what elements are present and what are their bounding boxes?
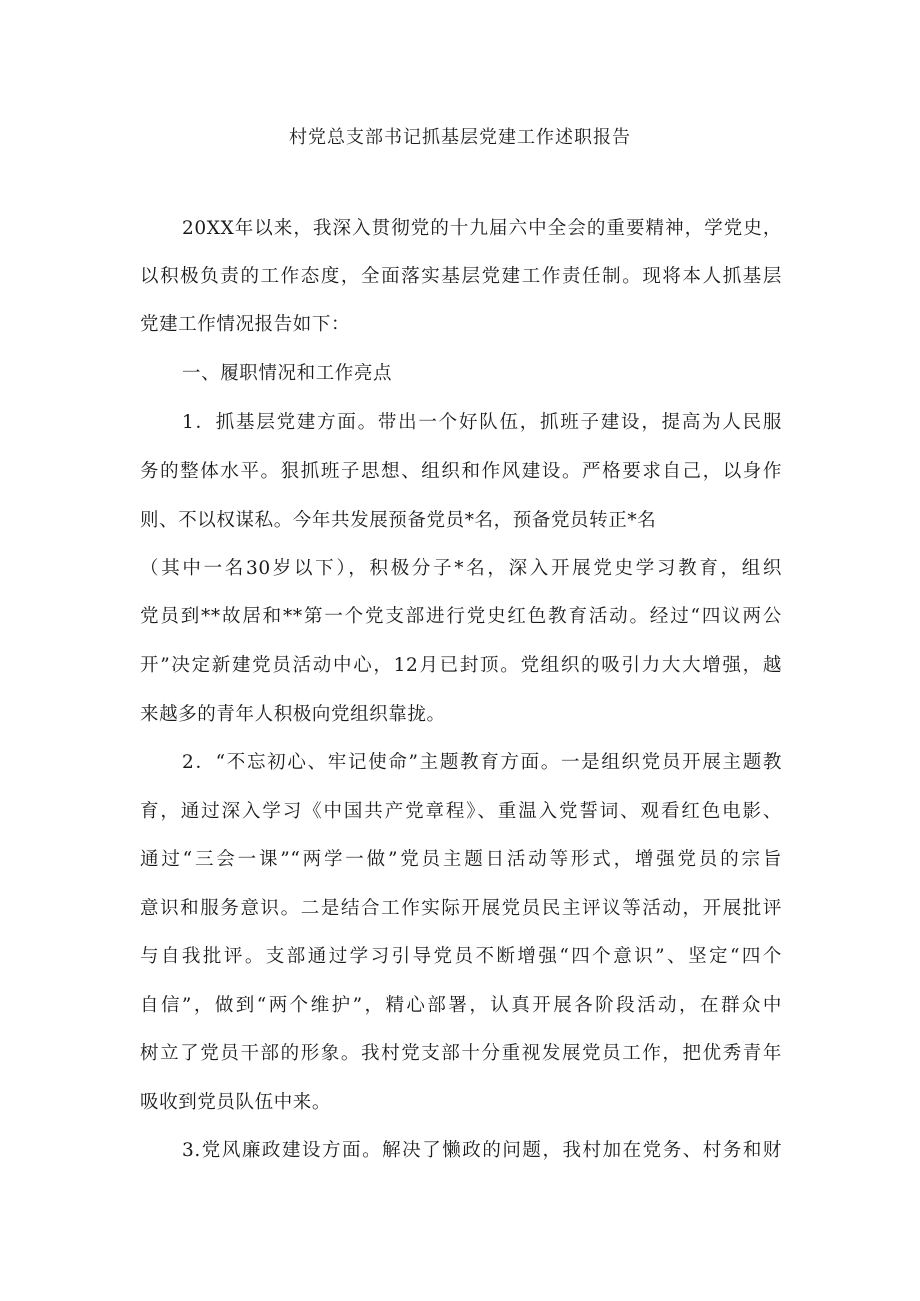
paragraph-line: 来越多的青年人积极向党组织靠拢。	[140, 704, 446, 725]
paragraph-line: 3.党风廉政建设方面。解决了懒政的问题，我村加在党务、村务和财	[182, 1140, 782, 1161]
paragraph-line: 育，通过深入学习《中国共产党章程》、重温入党誓词、观看红色电影、	[140, 801, 782, 822]
paragraph-line: 通过“三会一课”“两学一做”党员主题日活动等形式，增强党员的宗旨	[140, 849, 782, 870]
paragraph-line: 务的整体水平。狠抓班子思想、组织和作风建设。严格要求自己，以身作	[140, 461, 782, 482]
paragraph-line: 吸收到党员队伍中来。	[140, 1092, 332, 1113]
paragraph-line: 则、不以权谋私。今年共发展预备党员*名，预备党员转正*名	[140, 510, 657, 531]
paragraph-line: 自信”，做到“两个维护”，精心部署，认真开展各阶段活动，在群众中	[140, 995, 782, 1016]
paragraph-line: 意识和服务意识。二是结合工作实际开展党员民主评议等活动，开展批评	[140, 898, 782, 919]
paragraph-line: （其中一名30岁以下），积极分子*名，深入开展党史学习教育，组织	[140, 558, 782, 579]
paragraph-line: 党员到**故居和**第一个党支部进行党史红色教育活动。经过“四议两公	[140, 606, 782, 627]
document-title: 村党总支部书记抓基层党建工作述职报告	[289, 127, 631, 148]
paragraph-line: 以积极负责的工作态度，全面落实基层党建工作责任制。现将本人抓基层	[140, 266, 782, 287]
paragraph-line: 党建工作情况报告如下：	[140, 314, 351, 335]
paragraph-line: 树立了党员干部的形象。我村党支部十分重视发展党员工作，把优秀青年	[140, 1043, 782, 1064]
paragraph-line: 20XX年以来，我深入贯彻党的十九届六中全会的重要精神，学党史，	[182, 218, 782, 239]
paragraph-line: 2．“不忘初心、牢记使命”主题教育方面。一是组织党员开展主题教	[182, 752, 782, 773]
paragraph-line: 开”决定新建党员活动中心，12月已封顶。党组织的吸引力大大增强，越	[140, 655, 782, 676]
paragraph-line: 与自我批评。支部通过学习引导党员不断增强“四个意识”、坚定“四个	[140, 946, 782, 967]
section-heading: 一、履职情况和工作亮点	[182, 363, 393, 384]
paragraph-line: 1．抓基层党建方面。带出一个好队伍，抓班子建设，提高为人民服	[182, 412, 782, 433]
